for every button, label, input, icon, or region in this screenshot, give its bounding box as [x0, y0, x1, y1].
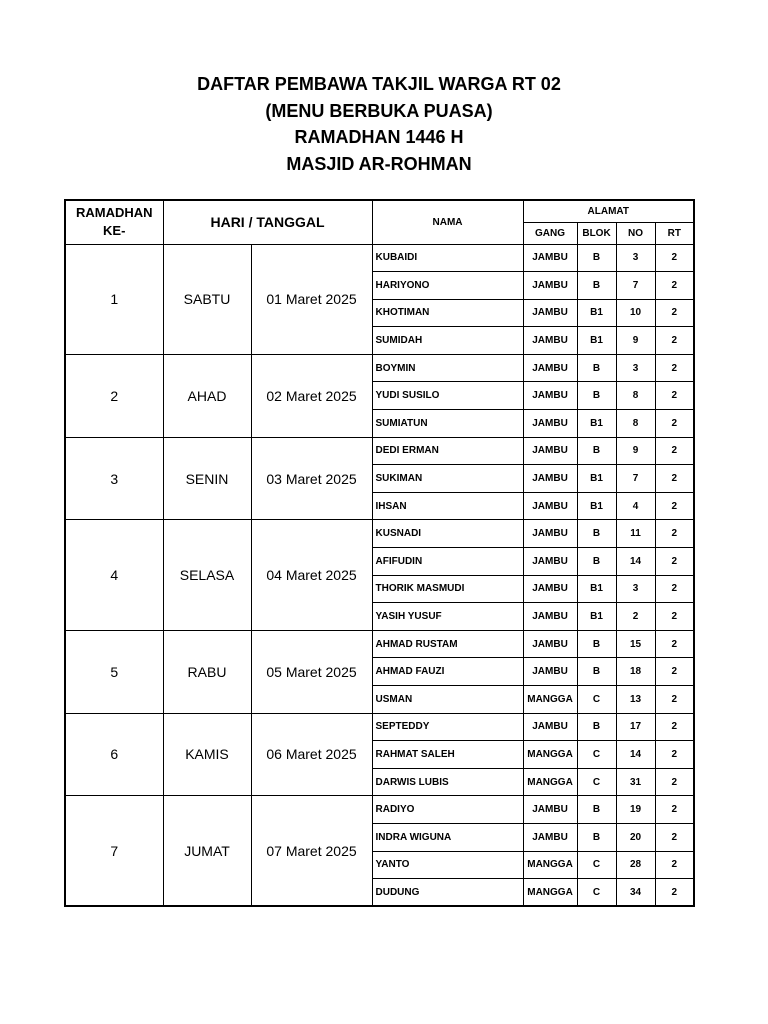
name-cell: YANTO	[372, 851, 523, 879]
house-number-cell: 3	[616, 354, 655, 382]
rt-cell: 2	[655, 272, 694, 300]
gang-cell: JAMBU	[523, 658, 577, 686]
name-cell: SUMIDAH	[372, 327, 523, 355]
rt-cell: 2	[655, 658, 694, 686]
day-name-cell: SELASA	[163, 520, 251, 630]
gang-cell: JAMBU	[523, 548, 577, 576]
date-cell: 07 Maret 2025	[251, 796, 372, 906]
table-row	[65, 713, 694, 741]
name-cell: INDRA WIGUNA	[372, 823, 523, 851]
day-name-cell: AHAD	[163, 354, 251, 437]
day-name-cell: SABTU	[163, 244, 251, 354]
rt-cell: 2	[655, 851, 694, 879]
gang-cell: JAMBU	[523, 492, 577, 520]
header-no: NO	[616, 222, 655, 244]
rt-cell: 2	[655, 575, 694, 603]
gang-cell: MANGGA	[523, 768, 577, 796]
rt-cell: 2	[655, 548, 694, 576]
header-alamat: ALAMAT	[523, 200, 694, 222]
name-cell: RADIYO	[372, 796, 523, 824]
blok-cell: B	[577, 658, 616, 686]
house-number-cell: 9	[616, 327, 655, 355]
blok-cell: C	[577, 879, 616, 907]
date-cell: 04 Maret 2025	[251, 520, 372, 630]
blok-cell: B	[577, 437, 616, 465]
blok-cell: C	[577, 686, 616, 714]
house-number-cell: 3	[616, 575, 655, 603]
house-number-cell: 18	[616, 658, 655, 686]
gang-cell: JAMBU	[523, 465, 577, 493]
header-gang: GANG	[523, 222, 577, 244]
blok-cell: B1	[577, 299, 616, 327]
title-line-1: DAFTAR PEMBAWA TAKJIL WARGA RT 02	[197, 74, 561, 94]
document-title	[0, 71, 758, 177]
rt-cell: 2	[655, 686, 694, 714]
header-rt: RT	[655, 222, 694, 244]
gang-cell: JAMBU	[523, 713, 577, 741]
house-number-cell: 10	[616, 299, 655, 327]
rt-cell: 2	[655, 796, 694, 824]
ramadhan-day-cell: 7	[65, 796, 163, 906]
blok-cell: B1	[577, 575, 616, 603]
name-cell: IHSAN	[372, 492, 523, 520]
name-cell: YUDI SUSILO	[372, 382, 523, 410]
name-cell: RAHMAT SALEH	[372, 741, 523, 769]
name-cell: AHMAD FAUZI	[372, 658, 523, 686]
house-number-cell: 8	[616, 382, 655, 410]
name-cell: HARIYONO	[372, 272, 523, 300]
name-cell: AFIFUDIN	[372, 548, 523, 576]
ramadhan-day-cell: 4	[65, 520, 163, 630]
rt-cell: 2	[655, 244, 694, 272]
house-number-cell: 14	[616, 548, 655, 576]
blok-cell: B1	[577, 465, 616, 493]
name-cell: SUMIATUN	[372, 410, 523, 438]
gang-cell: MANGGA	[523, 741, 577, 769]
ramadhan-day-cell: 3	[65, 437, 163, 520]
name-cell: DARWIS LUBIS	[372, 768, 523, 796]
gang-cell: JAMBU	[523, 575, 577, 603]
takjil-schedule-table	[64, 199, 695, 907]
rt-cell: 2	[655, 437, 694, 465]
house-number-cell: 15	[616, 630, 655, 658]
day-name-cell: KAMIS	[163, 713, 251, 796]
name-cell: AHMAD RUSTAM	[372, 630, 523, 658]
day-name-cell: SENIN	[163, 437, 251, 520]
house-number-cell: 19	[616, 796, 655, 824]
house-number-cell: 2	[616, 603, 655, 631]
gang-cell: MANGGA	[523, 686, 577, 714]
house-number-cell: 13	[616, 686, 655, 714]
header-blok: BLOK	[577, 222, 616, 244]
gang-cell: JAMBU	[523, 437, 577, 465]
rt-cell: 2	[655, 713, 694, 741]
gang-cell: JAMBU	[523, 630, 577, 658]
table-row	[65, 796, 694, 824]
name-cell: DUDUNG	[372, 879, 523, 907]
blok-cell: B	[577, 382, 616, 410]
rt-cell: 2	[655, 492, 694, 520]
table-body	[65, 244, 694, 906]
house-number-cell: 7	[616, 272, 655, 300]
house-number-cell: 8	[616, 410, 655, 438]
ramadhan-day-cell: 1	[65, 244, 163, 354]
rt-cell: 2	[655, 299, 694, 327]
rt-cell: 2	[655, 382, 694, 410]
house-number-cell: 11	[616, 520, 655, 548]
name-cell: SEPTEDDY	[372, 713, 523, 741]
rt-cell: 2	[655, 823, 694, 851]
house-number-cell: 9	[616, 437, 655, 465]
gang-cell: MANGGA	[523, 879, 577, 907]
blok-cell: C	[577, 851, 616, 879]
rt-cell: 2	[655, 630, 694, 658]
name-cell: KUBAIDI	[372, 244, 523, 272]
gang-cell: MANGGA	[523, 851, 577, 879]
header-nama: NAMA	[372, 200, 523, 244]
ramadhan-day-cell: 2	[65, 354, 163, 437]
blok-cell: B	[577, 713, 616, 741]
rt-cell: 2	[655, 354, 694, 382]
house-number-cell: 20	[616, 823, 655, 851]
date-cell: 01 Maret 2025	[251, 244, 372, 354]
blok-cell: B1	[577, 327, 616, 355]
table-row	[65, 244, 694, 272]
house-number-cell: 7	[616, 465, 655, 493]
house-number-cell: 17	[616, 713, 655, 741]
name-cell: BOYMIN	[372, 354, 523, 382]
header-hari-tanggal: HARI / TANGGAL	[163, 200, 372, 244]
rt-cell: 2	[655, 327, 694, 355]
date-cell: 02 Maret 2025	[251, 354, 372, 437]
name-cell: KHOTIMAN	[372, 299, 523, 327]
blok-cell: B1	[577, 492, 616, 520]
name-cell: SUKIMAN	[372, 465, 523, 493]
blok-cell: B	[577, 272, 616, 300]
ramadhan-day-cell: 6	[65, 713, 163, 796]
blok-cell: B1	[577, 603, 616, 631]
gang-cell: JAMBU	[523, 796, 577, 824]
name-cell: DEDI ERMAN	[372, 437, 523, 465]
name-cell: THORIK MASMUDI	[372, 575, 523, 603]
date-cell: 06 Maret 2025	[251, 713, 372, 796]
gang-cell: JAMBU	[523, 520, 577, 548]
gang-cell: JAMBU	[523, 272, 577, 300]
gang-cell: JAMBU	[523, 603, 577, 631]
header-ramadhan: RAMADHAN KE-	[65, 200, 163, 244]
gang-cell: JAMBU	[523, 244, 577, 272]
gang-cell: JAMBU	[523, 823, 577, 851]
title-line-3: RAMADHAN 1446 H	[294, 127, 464, 147]
day-name-cell: RABU	[163, 630, 251, 713]
house-number-cell: 14	[616, 741, 655, 769]
name-cell: YASIH YUSUF	[372, 603, 523, 631]
rt-cell: 2	[655, 520, 694, 548]
table-row	[65, 520, 694, 548]
ramadhan-day-cell: 5	[65, 630, 163, 713]
blok-cell: B	[577, 354, 616, 382]
title-line-2: (MENU BERBUKA PUASA)	[265, 100, 493, 121]
house-number-cell: 4	[616, 492, 655, 520]
blok-cell: B	[577, 823, 616, 851]
table-row	[65, 630, 694, 658]
blok-cell: B1	[577, 410, 616, 438]
blok-cell: B	[577, 630, 616, 658]
name-cell: USMAN	[372, 686, 523, 714]
day-name-cell: JUMAT	[163, 796, 251, 906]
rt-cell: 2	[655, 768, 694, 796]
blok-cell: B	[577, 548, 616, 576]
house-number-cell: 34	[616, 879, 655, 907]
blok-cell: C	[577, 741, 616, 769]
table-row	[65, 354, 694, 382]
blok-cell: B	[577, 520, 616, 548]
blok-cell: B	[577, 796, 616, 824]
blok-cell: C	[577, 768, 616, 796]
table-row	[65, 437, 694, 465]
date-cell: 03 Maret 2025	[251, 437, 372, 520]
house-number-cell: 3	[616, 244, 655, 272]
rt-cell: 2	[655, 603, 694, 631]
gang-cell: JAMBU	[523, 410, 577, 438]
rt-cell: 2	[655, 465, 694, 493]
gang-cell: JAMBU	[523, 382, 577, 410]
title-line-4: MASJID AR-ROHMAN	[286, 153, 472, 174]
house-number-cell: 31	[616, 768, 655, 796]
house-number-cell: 28	[616, 851, 655, 879]
name-cell: KUSNADI	[372, 520, 523, 548]
date-cell: 05 Maret 2025	[251, 630, 372, 713]
gang-cell: JAMBU	[523, 299, 577, 327]
gang-cell: JAMBU	[523, 354, 577, 382]
rt-cell: 2	[655, 879, 694, 907]
rt-cell: 2	[655, 410, 694, 438]
blok-cell: B	[577, 244, 616, 272]
gang-cell: JAMBU	[523, 327, 577, 355]
rt-cell: 2	[655, 741, 694, 769]
